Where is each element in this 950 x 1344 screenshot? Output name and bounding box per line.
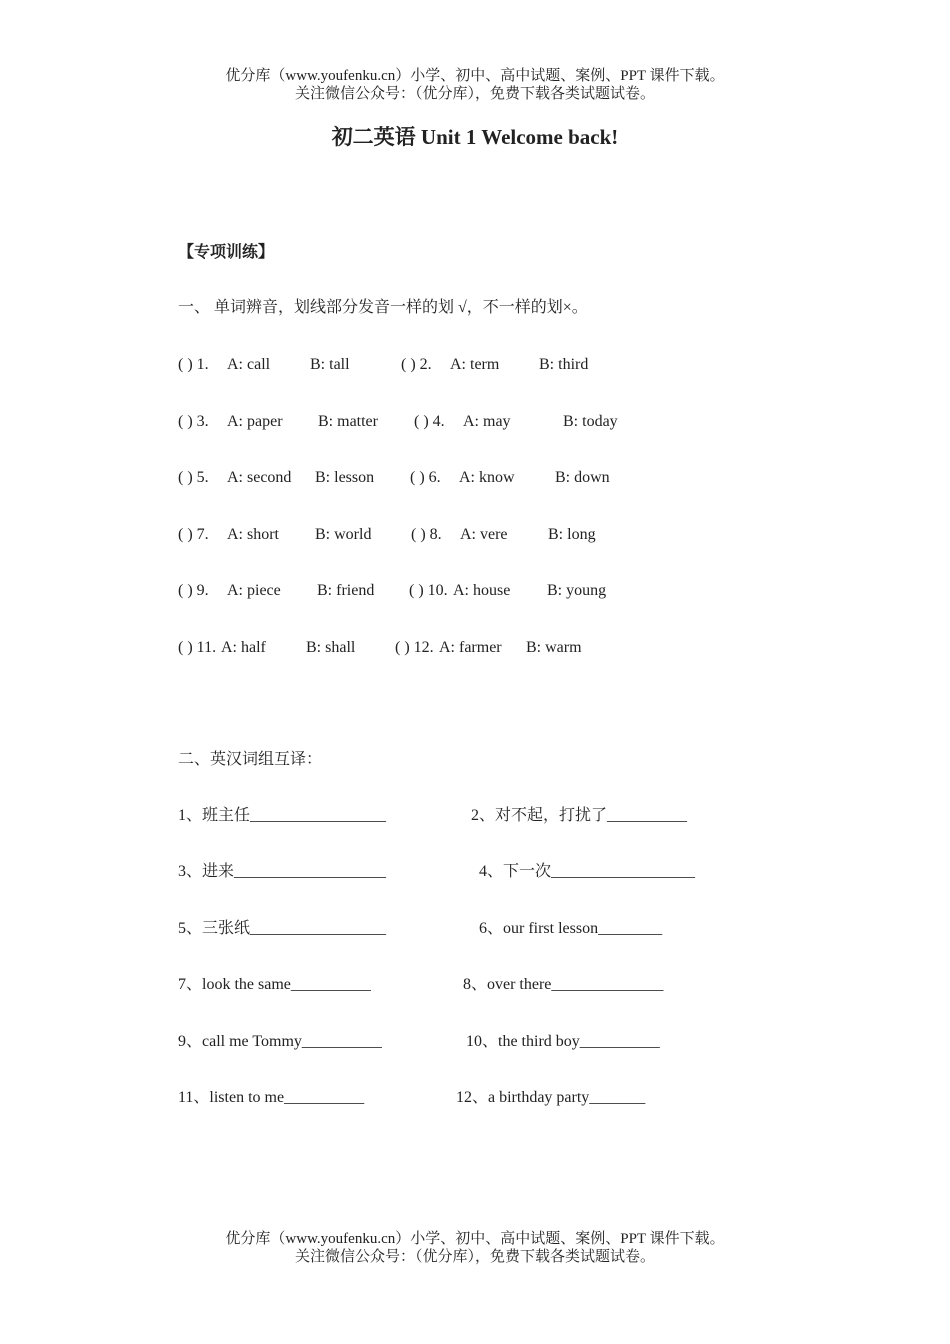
option-b: B: third [539,356,589,373]
option-b: B: warm [526,639,582,656]
option-b: B: tall [310,356,350,373]
footer-line-2: 关注微信公众号：（优分库），免费下载各类试题试卷。 [294,1249,655,1265]
option-b: B: matter [318,413,378,430]
option-b: B: world [315,526,372,543]
question-number: ( ) 12. [395,639,434,656]
part1-heading: 一、 单词辨音，划线部分发音一样的划 √，不一样的划×。 [178,299,588,316]
question-number: ( ) 1. [178,356,209,373]
question-number: ( ) 5. [178,469,209,486]
header-line-2: 关注微信公众号：（优分库），免费下载各类试题试卷。 [294,86,655,102]
translation-item: 8、over there______________ [463,976,664,993]
translation-item: 11、listen to me__________ [178,1089,365,1106]
option-a: A: piece [227,582,281,599]
option-b: B: lesson [315,469,375,486]
question-number: ( ) 11. [178,639,217,656]
option-a: A: term [450,356,500,373]
option-b: B: shall [306,639,356,656]
question-number: ( ) 9. [178,582,209,599]
option-a: A: vere [460,526,508,543]
translation-item: 4、下一次__________________ [479,863,696,880]
option-a: A: may [463,413,511,430]
option-b: B: long [548,526,596,543]
footer-line-1: 优分库（www.youfenku.cn）小学、初中、高中试题、案例、PPT 课件下载。 [225,1231,725,1247]
question-number: ( ) 4. [414,413,445,430]
option-b: B: down [555,469,610,486]
option-b: B: young [547,582,607,599]
option-b: B: friend [317,582,375,599]
translation-item: 7、look the same__________ [178,976,371,993]
translation-item: 3、进来___________________ [178,863,387,880]
option-a: A: know [459,469,515,486]
translation-item: 6、our first lesson________ [479,920,663,937]
option-a: A: call [227,356,271,373]
part2-heading: 二、英汉词组互译： [178,751,323,768]
translation-item: 5、三张纸_________________ [178,920,387,937]
question-number: ( ) 2. [401,356,432,373]
question-number: ( ) 6. [410,469,441,486]
translation-item: 1、班主任_________________ [178,807,387,824]
question-number: ( ) 8. [411,526,442,543]
translation-item: 9、call me Tommy__________ [178,1033,382,1050]
question-number: ( ) 7. [178,526,209,543]
question-number: ( ) 10. [409,582,448,599]
option-a: A: paper [227,413,283,430]
question-number: ( ) 3. [178,413,209,430]
option-a: A: half [221,639,266,656]
section-label: 【专项训练】 [178,244,275,261]
option-a: A: second [227,469,292,486]
header-line-1: 优分库（www.youfenku.cn）小学、初中、高中试题、案例、PPT 课件下载。 [225,68,725,84]
option-a: A: farmer [439,639,502,656]
option-b: B: today [563,413,618,430]
option-a: A: short [227,526,279,543]
translation-item: 10、the third boy__________ [466,1033,660,1050]
option-a: A: house [453,582,511,599]
translation-item: 2、对不起，打扰了__________ [471,807,688,824]
page-title: 初二英语 Unit 1 Welcome back! [331,125,619,149]
translation-item: 12、a birthday party_______ [456,1089,646,1106]
